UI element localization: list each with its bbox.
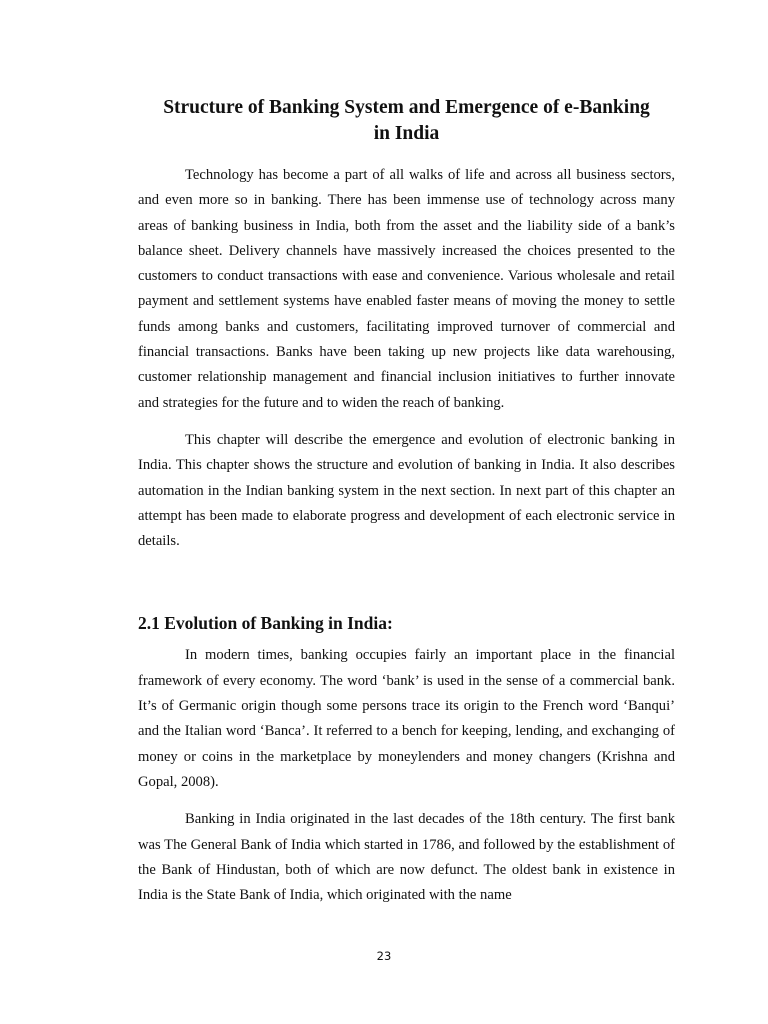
document-title-line-2: in India [373,123,440,144]
section-heading: 2.1 Evolution of Banking in India: [138,613,393,634]
intro-paragraph-1: Technology has become a part of all walks of life and across all business sectors, and even more so in banking. There has been immense use of technology across many areas of banking business in India, both from the asset and the liability side of a bank’s balance sheet. Delivery channels have massively increased the choices presented to the customers to conduct transactions with ease and convenience. Various wholesale and retail payment and settlement systems have enabled faster means of moving the money to settle funds among banks and customers, facilitating improved turnover of commercial and financial transactions. Banks have been taking up new projects like data warehousing, customer relationship management and financial inclusion initiatives to further innovate and strategies for the future and to widen the reach of banking. [138,167,675,411]
intro-paragraph-2: This chapter will describe the emergence and evolution of electronic banking in India. This chapter shows the structure and evolution of banking in India. It also describes automation in the Indian banking system in the next section. In next part of this chapter an attempt has been made to elaborate progress and development of each electronic service in details. [138,431,675,550]
page-number: 23 [376,949,392,963]
document-page [138,95,675,908]
section-paragraph-2: Banking in India originated in the last decades of the 18th century. The first bank was The General Bank of India which started in 1786, and followed by the establishment of the Bank of Hindustan, both of which are now defunct. The oldest bank in existence in India is the State Bank of India, which originated with the name [138,811,675,904]
document-title-line-1: Structure of Banking System and Emergence of e-Banking [163,97,650,118]
section-paragraph-1: In modern times, banking occupies fairly an important place in the financial framework of every economy. The word ‘bank’ is used in the sense of a commercial bank. It’s of Germanic origin though some persons trace its origin to the French word ‘Banqui’ and the Italian word ‘Banca’. It referred to a bench for keeping, lending, and exchanging of money or coins in the marketplace by moneylenders and money changers (Krishna and Gopal, 2008). [138,647,675,790]
document-title [138,95,675,147]
